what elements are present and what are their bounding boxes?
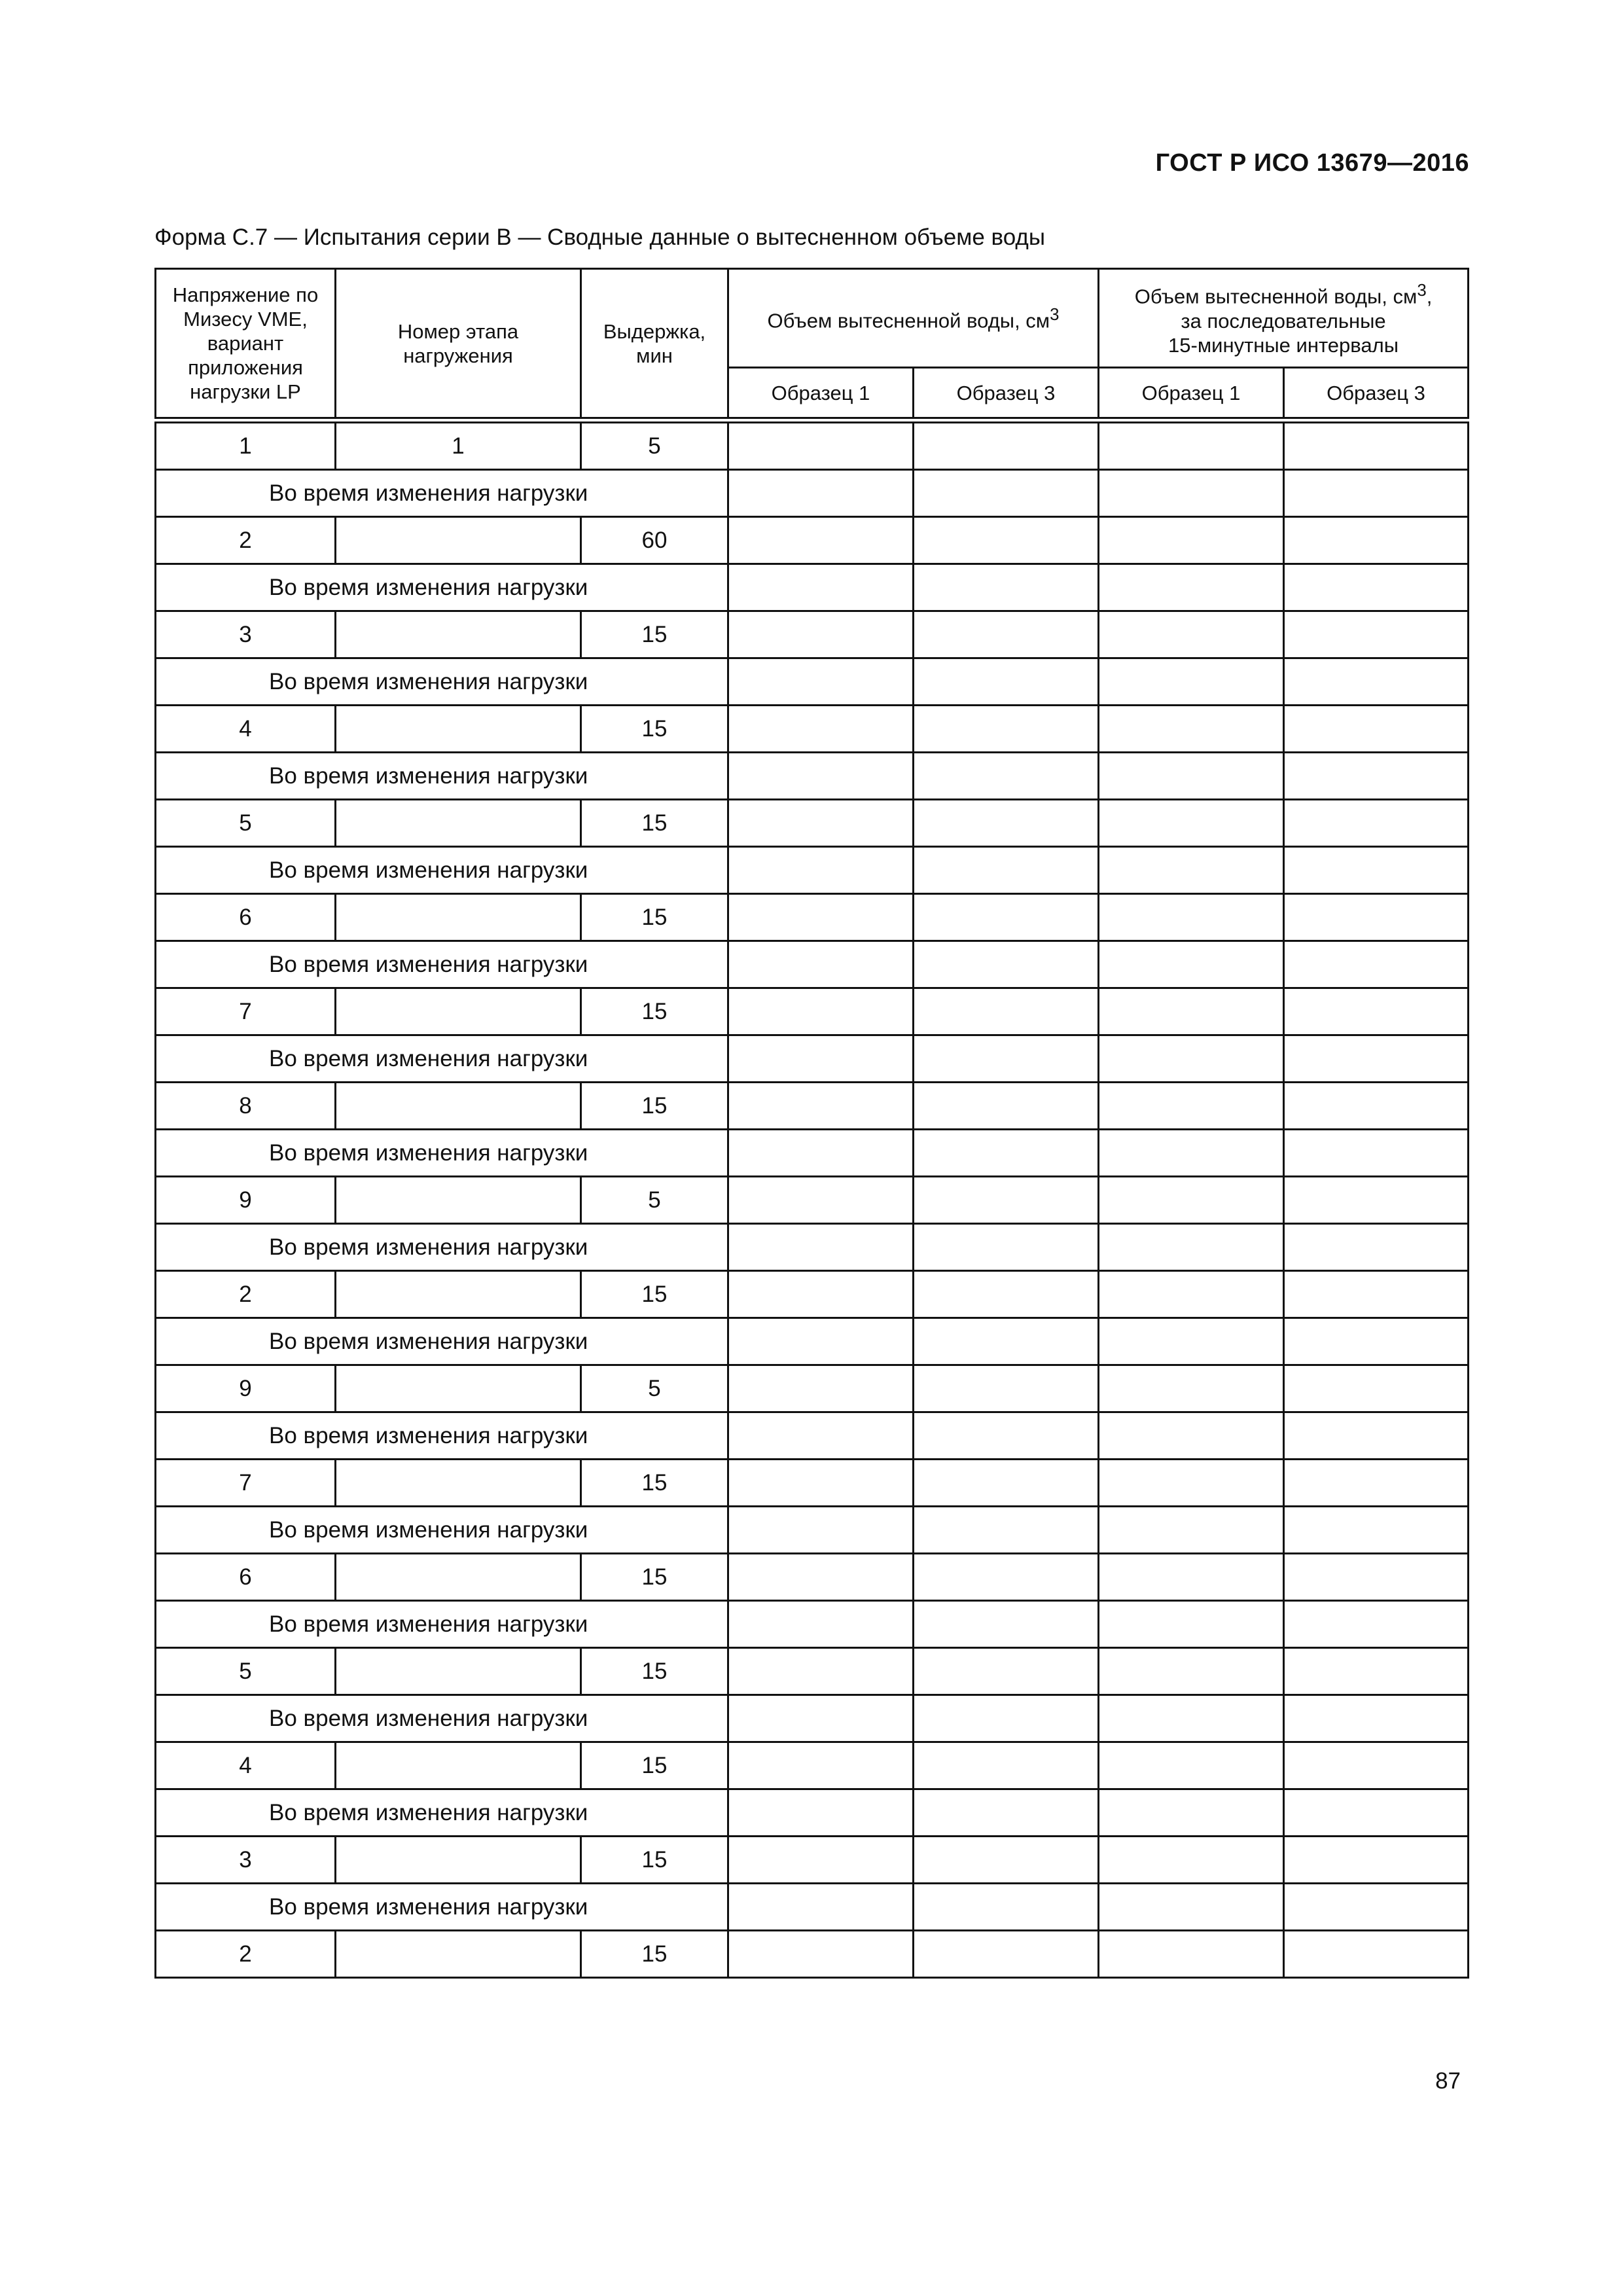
stage-cell [336,706,581,753]
load-change-row [156,658,1469,706]
sample-1-interval-cell[interactable] [1099,423,1284,470]
sample-3-interval-cell[interactable] [1284,470,1469,517]
load-change-row [156,1789,1469,1837]
stage-cell: 1 [336,423,581,470]
sample-3-volume-cell[interactable] [914,658,1099,706]
sample-1-interval-cell[interactable] [1099,800,1284,847]
lp-cell: 7 [156,988,336,1035]
lp-cell: 8 [156,1083,336,1130]
load-change-label [156,1695,728,1742]
load-change-text: Во время изменения нагрузки [269,1799,588,1825]
stage-cell [336,1083,581,1130]
sample-1-interval-cell[interactable] [1099,1554,1284,1601]
stage-cell [336,1271,581,1318]
sample-1-volume-cell[interactable] [728,1742,914,1789]
header-interval-line2: за последовательные [1181,309,1386,332]
sample-1-volume-cell[interactable] [728,1318,914,1365]
table-row [156,800,1469,847]
sample-1-volume-cell[interactable] [728,1365,914,1412]
sample-3-volume-cell[interactable] [914,1412,1099,1460]
sample-3-interval-cell[interactable] [1284,1224,1469,1271]
sample-3-interval-cell[interactable] [1284,1318,1469,1365]
sample-1-interval-cell[interactable] [1099,564,1284,611]
sample-1-interval-cell[interactable] [1099,1507,1284,1554]
sample-3-interval-cell[interactable] [1284,847,1469,894]
sample-1-volume-cell[interactable] [728,941,914,988]
sample-3-interval-cell[interactable] [1284,517,1469,564]
sample-3-volume-cell[interactable] [914,1648,1099,1695]
sample-3-volume-cell[interactable] [914,753,1099,800]
load-change-label [156,658,728,706]
page-number: 87 [1435,2068,1461,2094]
load-change-text: Во время изменения нагрузки [269,1234,588,1260]
hold-cell: 15 [581,1460,728,1507]
load-change-label [156,753,728,800]
sample-1-volume-cell[interactable] [728,517,914,564]
hold-cell: 15 [581,611,728,658]
lp-cell: 3 [156,1837,336,1884]
sample-1-volume-cell[interactable] [728,1412,914,1460]
load-change-text: Во время изменения нагрузки [269,1045,588,1071]
hold-cell: 15 [581,1554,728,1601]
header-volume [728,269,1099,368]
header-volume-text: Объем вытесненной воды, см [767,309,1050,332]
stage-cell [336,1931,581,1978]
displaced-volume-table [154,268,1469,1979]
lp-cell: 4 [156,1742,336,1789]
sample-1-volume-cell[interactable] [728,1695,914,1742]
sample-3-volume-cell[interactable] [914,1224,1099,1271]
sample-1-volume-cell[interactable] [728,988,914,1035]
sample-1-volume-cell[interactable] [728,1884,914,1931]
stage-cell [336,988,581,1035]
sample-1-interval-cell[interactable] [1099,1177,1284,1224]
sample-1-volume-cell[interactable] [728,470,914,517]
load-change-row [156,1507,1469,1554]
sample-1-interval-cell[interactable] [1099,847,1284,894]
sample-1-interval-cell[interactable] [1099,941,1284,988]
load-change-label [156,1884,728,1931]
sample-3-interval-cell[interactable] [1284,1742,1469,1789]
table-row [156,1271,1469,1318]
load-change-row [156,1318,1469,1365]
sample-3-volume-cell[interactable] [914,1837,1099,1884]
sample-1-interval-cell[interactable] [1099,706,1284,753]
table-row [156,1460,1469,1507]
lp-cell: 2 [156,1931,336,1978]
sample-1-volume-cell[interactable] [728,800,914,847]
sample-3-volume-cell[interactable] [914,988,1099,1035]
hold-cell: 15 [581,1648,728,1695]
sample-1-volume-cell[interactable] [728,894,914,941]
sample-3-volume-cell[interactable] [914,847,1099,894]
stage-cell [336,800,581,847]
sample-1-interval-cell[interactable] [1099,1931,1284,1978]
sample-1-interval-cell[interactable] [1099,1271,1284,1318]
hold-cell: 5 [581,1177,728,1224]
sample-3-volume-cell[interactable] [914,1554,1099,1601]
sample-1-interval-cell[interactable] [1099,1318,1284,1365]
lp-cell: 4 [156,706,336,753]
lp-cell: 6 [156,1554,336,1601]
sample-3-interval-cell[interactable] [1284,564,1469,611]
load-change-row [156,1130,1469,1177]
table-row [156,1177,1469,1224]
sample-3-interval-cell[interactable] [1284,800,1469,847]
header-interval-line1: Объем вытесненной воды, $см^3$, [1134,281,1433,308]
hold-cell: 15 [581,894,728,941]
lp-cell: 9 [156,1177,336,1224]
sample-3-interval-cell[interactable] [1284,1083,1469,1130]
header-interval-volume [1099,269,1469,368]
load-change-text: Во время изменения нагрузки [269,480,588,506]
stage-cell [336,1837,581,1884]
sample-3-volume-cell[interactable] [914,470,1099,517]
sample-1-volume-cell[interactable] [728,706,914,753]
sample-3-volume-cell[interactable] [914,1507,1099,1554]
table-row [156,1083,1469,1130]
sample-1-interval-cell[interactable] [1099,1412,1284,1460]
hold-cell: 15 [581,706,728,753]
sample-3-interval-cell[interactable] [1284,894,1469,941]
sample-3-volume-cell[interactable] [914,1130,1099,1177]
sample-3-interval-cell[interactable] [1284,1789,1469,1837]
sample-1-interval-cell[interactable] [1099,1884,1284,1931]
load-change-text: Во время изменения нагрузки [269,1139,588,1166]
load-change-label [156,564,728,611]
sample-1-interval-cell[interactable] [1099,1742,1284,1789]
sample-3-interval-cell[interactable] [1284,1931,1469,1978]
sample-1-volume-cell[interactable] [728,1460,914,1507]
sample-3-interval-cell[interactable] [1284,658,1469,706]
sample-1-interval-cell[interactable] [1099,658,1284,706]
sample-1-volume-cell[interactable] [728,1789,914,1837]
sample-3-volume-cell[interactable] [914,517,1099,564]
lp-cell: 9 [156,1365,336,1412]
sample-1-interval-cell[interactable] [1099,517,1284,564]
sample-3-interval-cell[interactable] [1284,1695,1469,1742]
sample-3-volume-cell[interactable] [914,1365,1099,1412]
table-row [156,611,1469,658]
sample-3-interval-cell[interactable] [1284,941,1469,988]
load-change-row [156,753,1469,800]
load-change-label [156,1224,728,1271]
sample-3-volume-cell[interactable] [914,941,1099,988]
sample-3-volume-cell[interactable] [914,1177,1099,1224]
table-row [156,1837,1469,1884]
sample-1-volume-cell[interactable] [728,847,914,894]
hold-cell: 15 [581,1742,728,1789]
sample-1-interval-cell[interactable] [1099,1035,1284,1083]
load-change-label [156,1412,728,1460]
sample-1-interval-cell[interactable] [1099,1083,1284,1130]
stage-cell [336,1460,581,1507]
sample-3-volume-cell[interactable] [914,611,1099,658]
sample-1-interval-cell[interactable] [1099,988,1284,1035]
header-sample-1: Образец 1 [728,368,914,418]
lp-cell: 6 [156,894,336,941]
load-change-row [156,1412,1469,1460]
load-change-row [156,941,1469,988]
load-change-label [156,1789,728,1837]
sample-3-volume-cell[interactable] [914,1742,1099,1789]
sample-3-interval-cell[interactable] [1284,423,1469,470]
hold-cell: 5 [581,1365,728,1412]
sample-1-volume-cell[interactable] [728,1648,914,1695]
load-change-text: Во время изменения нагрузки [269,1328,588,1354]
sample-3-volume-cell[interactable] [914,894,1099,941]
load-change-row [156,1884,1469,1931]
load-change-row [156,1035,1469,1083]
load-change-text: Во время изменения нагрузки [269,1893,588,1920]
sample-1-interval-cell[interactable] [1099,894,1284,941]
sample-3-volume-cell[interactable] [914,1035,1099,1083]
header-stage: Номер этапа нагружения [336,269,581,418]
header-sample-3: Образец 3 [914,368,1099,418]
sample-1-interval-cell[interactable] [1099,753,1284,800]
standard-title: ГОСТ Р ИСО 13679—2016 [1155,149,1469,177]
load-change-row [156,564,1469,611]
sample-3-interval-cell[interactable] [1284,1601,1469,1648]
stage-cell [336,611,581,658]
stage-cell [336,1742,581,1789]
load-change-text: Во время изменения нагрузки [269,668,588,694]
load-change-text: Во время изменения нагрузки [269,857,588,883]
table-row [156,1742,1469,1789]
table-row [156,423,1469,470]
lp-cell: 7 [156,1460,336,1507]
sample-1-volume-cell[interactable] [728,1224,914,1271]
hold-cell: 5 [581,423,728,470]
sample-1-interval-cell[interactable] [1099,470,1284,517]
sample-1-volume-cell[interactable] [728,753,914,800]
lp-cell: 2 [156,517,336,564]
sample-3-volume-cell[interactable] [914,1460,1099,1507]
sample-3-volume-cell[interactable] [914,1931,1099,1978]
lp-cell: 5 [156,1648,336,1695]
load-change-label [156,1130,728,1177]
hold-cell: 15 [581,1083,728,1130]
sample-3-interval-cell[interactable] [1284,1365,1469,1412]
sample-3-volume-cell[interactable] [914,1601,1099,1648]
load-change-text: Во время изменения нагрузки [269,1516,588,1543]
hold-cell: 15 [581,988,728,1035]
sample-1-volume-cell[interactable] [728,1130,914,1177]
sample-3-interval-cell[interactable] [1284,1837,1469,1884]
table-row [156,706,1469,753]
table-row [156,1931,1469,1978]
sample-1-interval-cell[interactable] [1099,611,1284,658]
sample-1-interval-cell[interactable] [1099,1648,1284,1695]
sample-3-volume-cell[interactable] [914,1083,1099,1130]
stage-cell [336,894,581,941]
sample-1-volume-cell[interactable] [728,1177,914,1224]
lp-cell: 1 [156,423,336,470]
sample-1-volume-cell[interactable] [728,611,914,658]
sample-3-interval-cell[interactable] [1284,1271,1469,1318]
load-change-text: Во время изменения нагрузки [269,1422,588,1448]
load-change-text: Во время изменения нагрузки [269,1705,588,1731]
sample-1-volume-cell[interactable] [728,1035,914,1083]
load-change-label [156,1507,728,1554]
table-row [156,1554,1469,1601]
sample-1-interval-cell[interactable] [1099,1837,1284,1884]
header-interval-line3: 15-минутные интервалы [1168,333,1399,357]
sample-3-interval-cell[interactable] [1284,706,1469,753]
lp-cell: 2 [156,1271,336,1318]
sample-3-interval-cell[interactable] [1284,1460,1469,1507]
header-hold: Выдержка, мин [581,269,728,418]
sample-1-interval-cell[interactable] [1099,1224,1284,1271]
sample-3-interval-cell[interactable] [1284,1554,1469,1601]
load-change-label [156,1318,728,1365]
stage-cell [336,1648,581,1695]
sample-3-volume-cell[interactable] [914,564,1099,611]
table-row [156,517,1469,564]
load-change-text: Во время изменения нагрузки [269,574,588,600]
sample-1-volume-cell[interactable] [728,423,914,470]
sample-1-interval-cell[interactable] [1099,1365,1284,1412]
sample-1-volume-cell[interactable] [728,1271,914,1318]
sample-1-interval-cell[interactable] [1099,1695,1284,1742]
hold-cell: 15 [581,1271,728,1318]
sample-3-interval-cell[interactable] [1284,988,1469,1035]
load-change-label [156,1035,728,1083]
load-change-label [156,941,728,988]
stage-cell [336,1554,581,1601]
stage-cell [336,1177,581,1224]
load-change-text: Во время изменения нагрузки [269,1611,588,1637]
load-change-label [156,470,728,517]
load-change-row [156,470,1469,517]
sample-3-interval-cell[interactable] [1284,1130,1469,1177]
load-change-row [156,1601,1469,1648]
header-volume-sup: 3 [1050,306,1060,325]
sample-1-volume-cell[interactable] [728,1837,914,1884]
header-stress: Напряжение по Мизесу VME, вариант приложения нагрузки LP [156,269,336,418]
hold-cell: 60 [581,517,728,564]
sample-3-volume-cell[interactable] [914,1271,1099,1318]
sample-3-volume-cell[interactable] [914,1884,1099,1931]
load-change-text: Во время изменения нагрузки [269,951,588,977]
sample-3-interval-cell[interactable] [1284,1648,1469,1695]
sample-3-interval-cell[interactable] [1284,753,1469,800]
load-change-row [156,847,1469,894]
sample-1-volume-cell[interactable] [728,1931,914,1978]
sample-1-volume-cell[interactable] [728,1554,914,1601]
sample-3-interval-cell[interactable] [1284,1035,1469,1083]
sample-1-volume-cell[interactable] [728,1601,914,1648]
table-body [156,423,1469,1978]
sample-1-interval-cell[interactable] [1099,1460,1284,1507]
sample-3-interval-cell[interactable] [1284,1507,1469,1554]
load-change-label [156,847,728,894]
sample-1-interval-cell[interactable] [1099,1601,1284,1648]
sample-1-interval-cell[interactable] [1099,1789,1284,1837]
sample-1-volume-cell[interactable] [728,564,914,611]
load-change-text: Во время изменения нагрузки [269,762,588,789]
lp-cell: 5 [156,800,336,847]
hold-cell: 15 [581,1931,728,1978]
sample-3-interval-cell[interactable] [1284,1412,1469,1460]
header-interval-sample-3: Образец 3 [1284,368,1469,418]
sample-3-volume-cell[interactable] [914,1789,1099,1837]
header-interval-sample-1: Образец 1 [1099,368,1284,418]
sample-3-interval-cell[interactable] [1284,1177,1469,1224]
table-row [156,894,1469,941]
sample-3-volume-cell[interactable] [914,1695,1099,1742]
table-row [156,988,1469,1035]
hold-cell: 15 [581,800,728,847]
sample-3-volume-cell[interactable] [914,423,1099,470]
hold-cell: 15 [581,1837,728,1884]
sample-3-interval-cell[interactable] [1284,1884,1469,1931]
sample-3-volume-cell[interactable] [914,1318,1099,1365]
sample-1-volume-cell[interactable] [728,658,914,706]
sample-1-volume-cell[interactable] [728,1507,914,1554]
sample-3-interval-cell[interactable] [1284,611,1469,658]
table-row [156,1365,1469,1412]
sample-1-volume-cell[interactable] [728,1083,914,1130]
sample-3-volume-cell[interactable] [914,800,1099,847]
load-change-row [156,1224,1469,1271]
lp-cell: 3 [156,611,336,658]
load-change-label [156,1601,728,1648]
sample-3-volume-cell[interactable] [914,706,1099,753]
load-change-row [156,1695,1469,1742]
table-row [156,1648,1469,1695]
stage-cell [336,1365,581,1412]
form-caption: Форма С.7 — Испытания серии В — Сводные данные о вытесненном объеме воды [154,224,1046,250]
stage-cell [336,517,581,564]
sample-1-interval-cell[interactable] [1099,1130,1284,1177]
